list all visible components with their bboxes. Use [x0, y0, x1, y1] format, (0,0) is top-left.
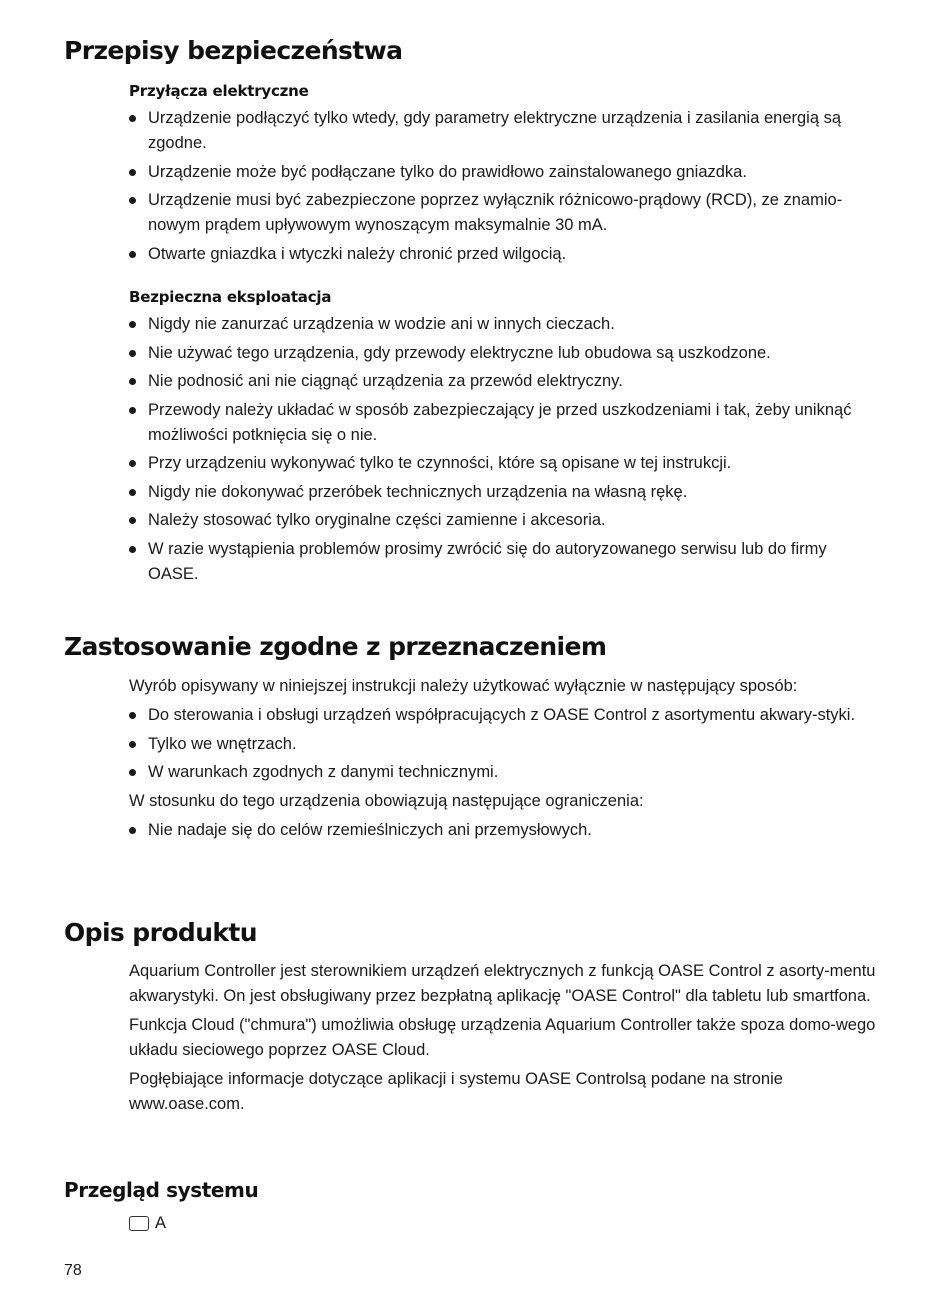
- intended-use-intro: Wyrób opisywany w niniejszej instrukcji należy użytkować wyłącznie w następujący sposób:: [129, 677, 798, 695]
- section-title-overview: Przegląd systemu: [64, 1178, 259, 1202]
- product-paragraph: Pogłębiające informacje dotyczące aplikacji i systemu OASE Controlsą podane na stronie www.oase.com.: [129, 1070, 783, 1113]
- list-operation: [129, 312, 879, 587]
- restrictions-intro: W stosunku do tego urządzenia obowiązują następujące ograniczenia:: [129, 791, 644, 810]
- list-item: Urządzenie podłączyć tylko wtedy, gdy parametry elektryczne urządzenia i zasilania energią są zgodne.: [129, 106, 879, 156]
- list-electrical: [129, 106, 879, 267]
- list-item: Należy stosować tylko oryginalne części zamienne i akcesoria.: [129, 508, 879, 533]
- intended-use-block: [129, 674, 879, 846]
- product-block: [129, 959, 879, 1121]
- list-item: Nigdy nie zanurzać urządzenia w wodzie ani w innych cieczach.: [129, 312, 879, 337]
- list-item: Do sterowania i obsługi urządzeń współpracujących z OASE Control z asortymentu akwary-styki.: [129, 703, 879, 728]
- subheading-operation: Bezpieczna eksploatacja: [129, 288, 332, 306]
- section-title-safety: Przepisy bezpieczeństwa: [64, 36, 403, 65]
- figure-label: A: [155, 1214, 167, 1232]
- list-item: Nie nadaje się do celów rzemieślniczych ani przemysłowych.: [129, 818, 879, 843]
- list-item: Przy urządzeniu wykonywać tylko te czynności, które są opisane w tej instrukcji.: [129, 451, 879, 476]
- list-item: Tylko we wnętrzach.: [129, 732, 879, 757]
- list-operation-block: [129, 312, 879, 590]
- list-item: Otwarte gniazdka i wtyczki należy chronić przed wilgocią.: [129, 242, 879, 267]
- list-item: W razie wystąpienia problemów prosimy zwrócić się do autoryzowanego serwisu lub do firmy OASE.: [129, 537, 879, 587]
- list-item: Przewody należy układać w sposób zabezpieczający je przed uszkodzeniami i tak, żeby uniknąć możliwości potknięcia się o nie.: [129, 398, 879, 448]
- subheading-electrical: Przyłącza elektryczne: [129, 82, 309, 100]
- list-item: W warunkach zgodnych z danymi technicznymi.: [129, 760, 879, 785]
- figure-icon: [129, 1216, 149, 1231]
- product-paragraph: Aquarium Controller jest sterownikiem urządzeń elektrycznych z funkcją OASE Control z asorty-mentu akwarystyki. On jest obsługiwany przez bezpłatną aplikację "OASE Control" dla tabletu lub smartfona.: [129, 962, 876, 1005]
- list-item: Nie podnosić ani nie ciągnąć urządzenia za przewód elektryczny.: [129, 369, 879, 394]
- section-title-intended-use: Zastosowanie zgodne z przeznaczeniem: [64, 632, 607, 661]
- product-paragraph: Funkcja Cloud ("chmura") umożliwia obsługę urządzenia Aquarium Controller także spoza domo-wego układu sieciowego poprzez OASE Cloud.: [129, 1016, 876, 1059]
- list-item: Nie używać tego urządzenia, gdy przewody elektryczne lub obudowa są uszkodzone.: [129, 341, 879, 366]
- page-number: 78: [64, 1262, 82, 1279]
- list-item: Nigdy nie dokonywać przeróbek technicznych urządzenia na własną rękę.: [129, 480, 879, 505]
- list-restrictions: [129, 818, 879, 843]
- list-item: Urządzenie musi być zabezpieczone poprzez wyłącznik różnicowo-prądowy (RCD), ze znamio-nowym prądem upływowym wynoszącym maksymalnie 30 mA.: [129, 188, 879, 238]
- list-electrical-block: [129, 106, 879, 270]
- list-intended-use: [129, 703, 879, 785]
- list-item: Urządzenie może być podłączane tylko do prawidłowo zainstalowanego gniazdka.: [129, 160, 879, 185]
- section-title-product: Opis produktu: [64, 918, 257, 947]
- figure-reference: [129, 1214, 166, 1233]
